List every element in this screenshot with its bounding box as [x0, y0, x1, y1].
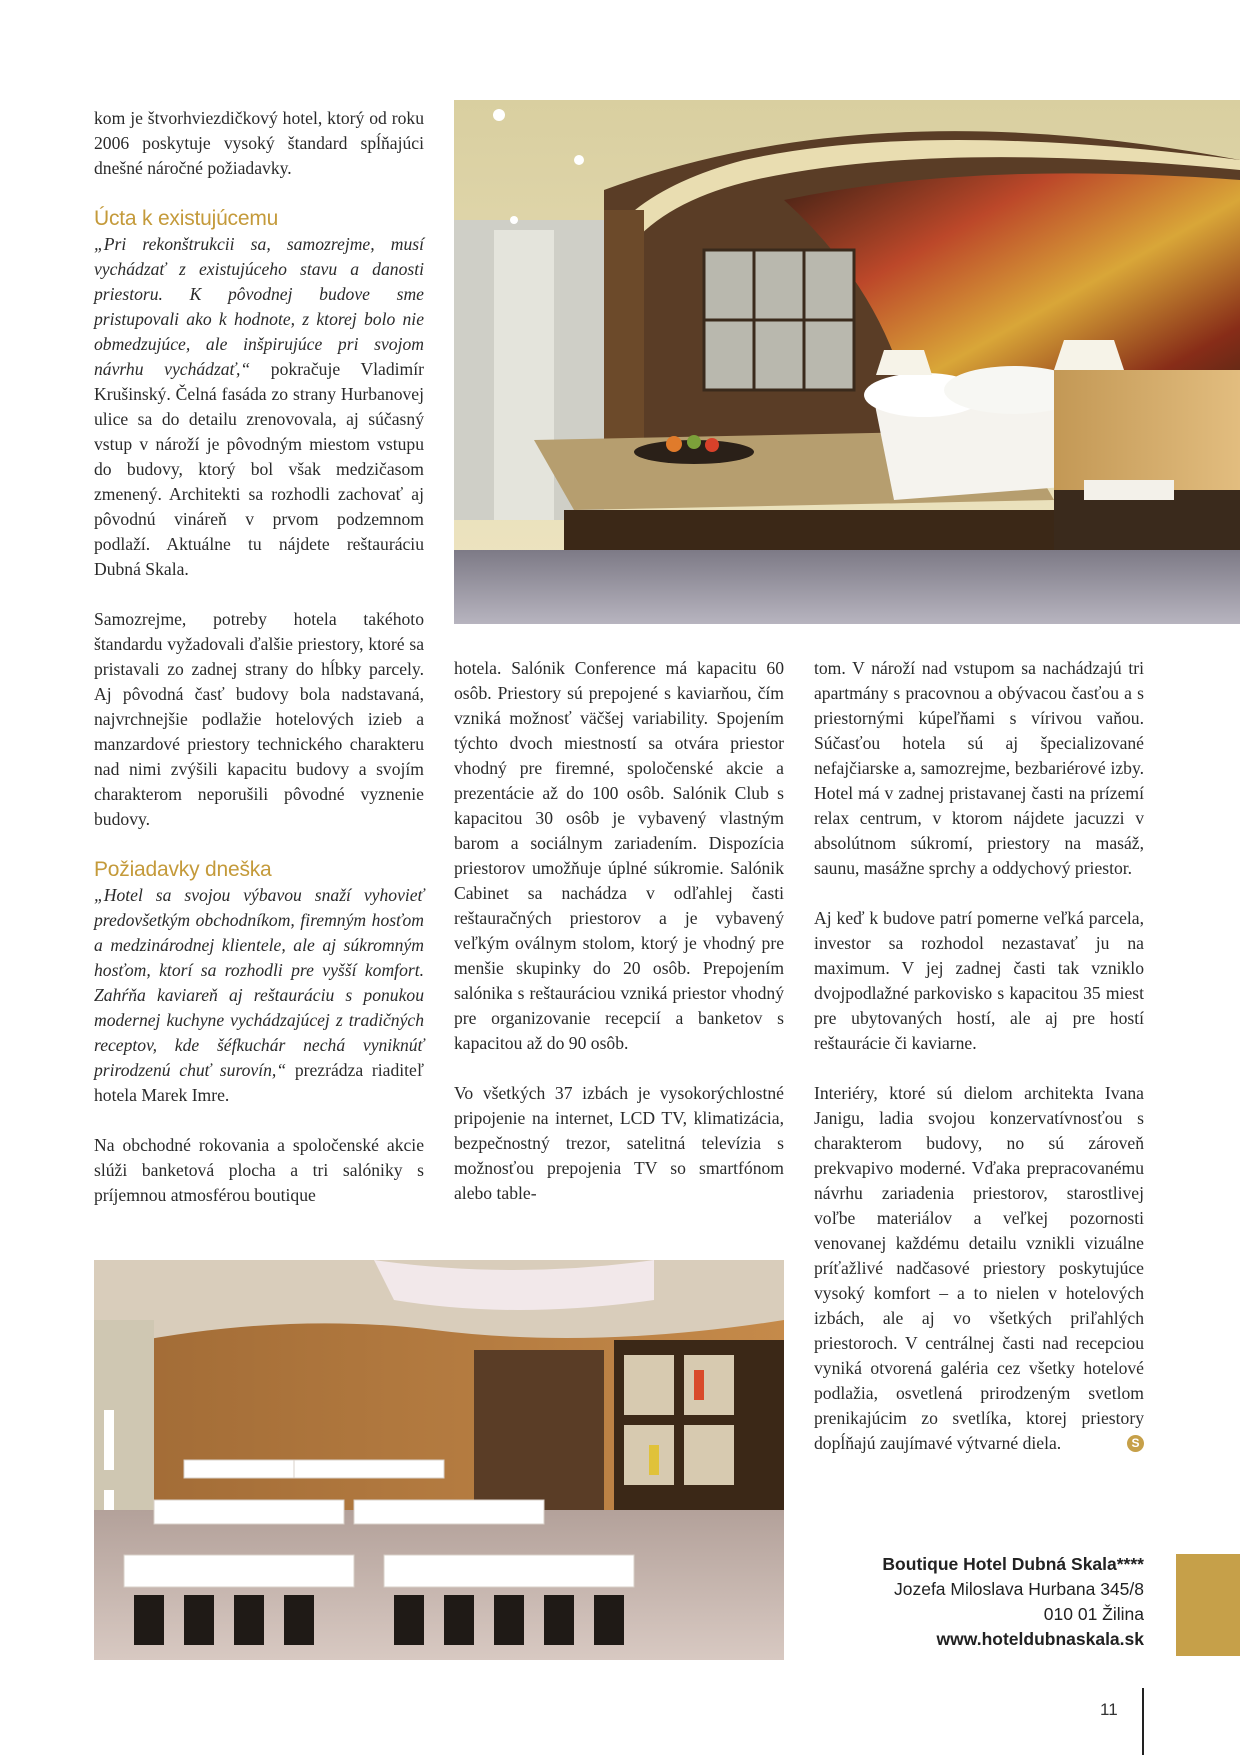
page-number-rule [1142, 1688, 1144, 1755]
paragraph: Samozrejme, potreby hotela takéhoto štandardu vyžadovali ďalšie priestory, ktoré sa pristavali zo zadnej strany do hĺbky parcely. Aj pôvodná časť budovy bola nadstavaná, najvrchnejšie podlažie hotelových izieb a manzardové priestory technického charakteru nad nimi zvýšili kapacitu budovy a svojím charakterom neporušili pôvodné vyznenie budovy. [94, 609, 424, 829]
column-3 [814, 656, 1144, 1456]
page-number: 11 [1100, 1700, 1118, 1719]
hotel-name: Boutique Hotel Dubná Skala**** [882, 1554, 1144, 1574]
conference-room-photo [94, 1260, 784, 1660]
section-heading: Úcta k existujúcemu [94, 207, 279, 230]
column-2 [454, 656, 784, 1206]
paragraph: tom. V nároží nad vstupom sa nachádzajú tri apartmány s pracovnou a obývacou časťou a s priestornými kúpeľňami s vírivou vaňou. Súčasťou hotela sú aj špecializované nefajčiarske a, samozrejme, bezbariérové izby. Hotel má v zadnej pristavanej časti na prízemí relax centrum, v ktorom nájdete jacuzzi v absolútnom súkromí, priestory na masáž, saunu, masážne sprchy a oddychový priestor. [814, 658, 1144, 878]
paragraph: Vo všetkých 37 izbách je vysokorýchlostné pripojenie na internet, LCD TV, klimatizácia, bezpečnostný trezor, satelitná televízia s možnosťou prepojenia TV so smartfónom alebo table- [454, 1083, 784, 1203]
section-heading: Požiadavky dneška [94, 858, 272, 881]
hotel-city: 010 01 Žilina [1043, 1604, 1144, 1624]
paragraph [94, 883, 424, 1108]
hotel-website-link[interactable]: www.hoteldubnaskala.sk [936, 1629, 1144, 1649]
hotel-bedroom-photo [454, 100, 1240, 624]
paragraph: hotela. Salónik Conference má kapacitu 60 osôb. Priestory sú prepojené s kaviarňou, čím vzniká možnosť väčšej variability. Spojením týchto dvoch miestností sa otvára priestor vhodný pre firemné, spoločenské akcie a prezentácie až do 100 osôb. Salónik Club s kapacitou 30 osôb je vybavený vlastným barom a sociálnym zariadením. Dispozícia priestorov umožňuje úplné súkromie. Salónik Cabinet sa nachádza v odľahlej časti reštauračných priestorov a je vybavený veľkým oválnym stolom, ktorý je vhodný pre menšie skupinky do 20 osôb. Prepojením salónika s reštauráciou vzniká priestor vhodný pre organizovanie recepcií a banketov s kapacitou až do 90 osôb. [454, 658, 784, 1053]
paragraph-text: Interiéry, ktoré sú dielom architekta Ivana Janigu, ladia svojou konzervatívnosťou s charakterom budovy, no sú zároveň prekvapivo moderné. Vďaka prepracovanému návrhu zariadenia priestorov, starostlivej voľbe materiálov a veľkej pozornosti venovanej každému detailu vznikli vizuálne príťažlivé nadčasové priestory poskytujúce vysoký komfort – a to nielen v hotelových izbách, ale aj vo všetkých priľahlých priestoroch. V centrálnej časti nad recepciou vyniká otvorená galéria cez všetky hotelové podlažia, osvetlená prirodzeným svetlom prenikajúcim zo svetlíka, ktorej priestory dopĺňajú zaujímavé výtvarné diela. [814, 1083, 1144, 1453]
paragraph: Aj keď k budove patrí pomerne veľká parcela, investor sa rozhodol nezastavať ju na maximum. V jej zadnej časti tak vzniklo dvojpodlažné parkovisko s kapacitou 35 miest pre ubytovaných hostí, ale aj pre hostí reštaurácie či kaviarne. [814, 908, 1144, 1053]
gold-accent-bar [1176, 1554, 1240, 1656]
column-1 [94, 106, 424, 1208]
quote-text: „Pri rekonštrukcii sa, samozrejme, musí vychádzať z existujúceho stavu a danosti priestoru. K pôvodnej budove sme pristupovali ako k hodnote, z ktorej bolo nie obmedzujúce, ale inšpirujúce pri svojom návrhu vychádzať,“ [94, 234, 424, 379]
paragraph [814, 1081, 1144, 1456]
end-mark-icon: S [1127, 1435, 1144, 1452]
paragraph: kom je štvorhviezdičkový hotel, ktorý od roku 2006 poskytuje vysoký štandard spĺňajúci dnešné náročné požiadavky. [94, 108, 424, 178]
paragraph: Na obchodné rokovania a spoločenské akcie slúži banketová plocha a tri salóniky s príjemnou atmosférou boutique [94, 1135, 424, 1205]
paragraph-text: prezrádza riaditeľ hotela Marek Imre. [94, 1060, 424, 1105]
paragraph [94, 232, 424, 582]
paragraph-text: pokračuje Vladimír Krušinský. Čelná fasáda zo strany Hurbanovej ulice sa do detailu zrenovovala, aj súčasný vstup v nároží je pôvodným miestom vstupu do budovy, ktorý bol však medzičasom zmenený. Architekti sa rozhodli zachovať aj pôvodnú vináreň v prvom podzemnom podlaží. Aktuálne tu nájdete reštauráciu Dubná Skala. [94, 359, 424, 579]
hotel-street: Jozefa Miloslava Hurbana 345/8 [893, 1579, 1144, 1599]
quote-text: „Hotel sa svojou výbavou snaží vyhovieť predovšetkým obchodníkom, firemným hosťom a medzinárodnej klientele, ale aj súkromným hosťom, ktorí sa rozhodli pre vyšší komfort. Zahŕňa kaviareň aj reštauráciu s ponukou modernej kuchyne vychádzajúcej z tradičných receptov, kde šéfkuchár nechá vyniknúť prirodzenú chuť surovín,“ [94, 885, 424, 1080]
hotel-signature [744, 1552, 1144, 1652]
